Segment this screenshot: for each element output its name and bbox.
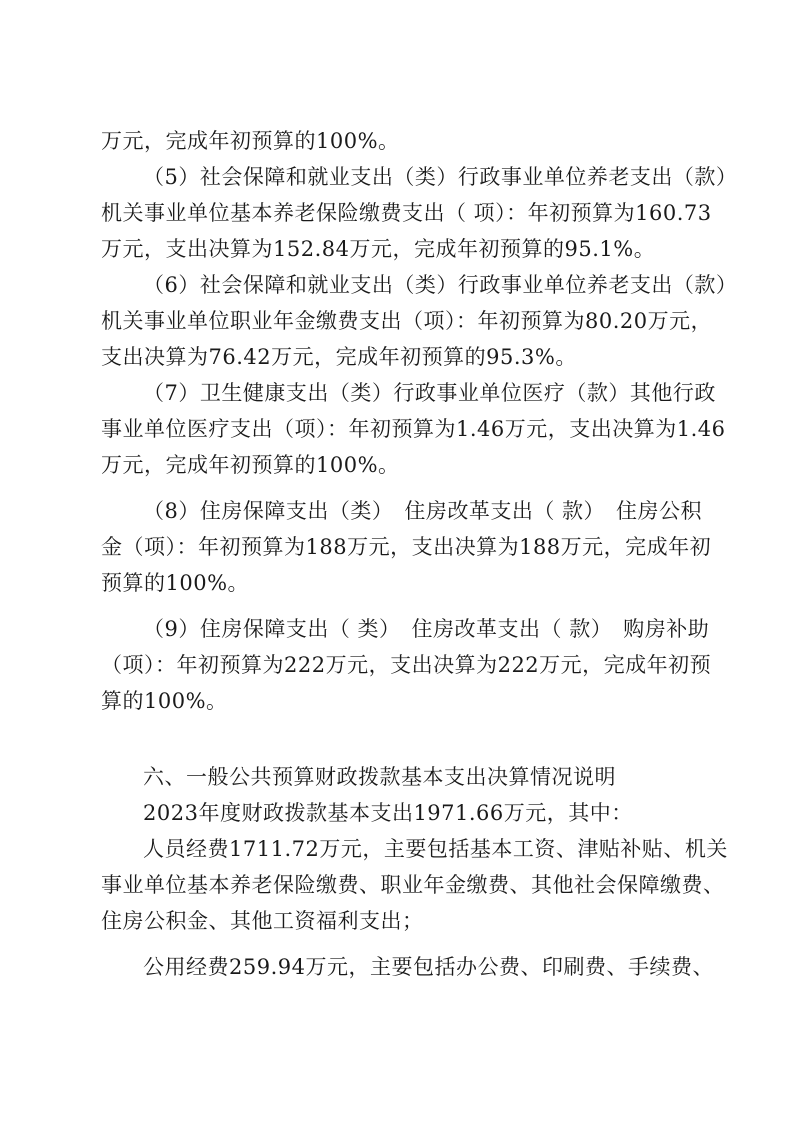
text-line: 金（项）：年初预算为188万元，支出决算为188万元，完成年初	[101, 535, 712, 559]
text-line: 支出决算为76.42万元，完成年初预算的95.3%。	[101, 345, 577, 369]
text-line: （5）社会保障和就业支出（类）行政事业单位养老支出（款）	[143, 165, 738, 189]
text-line: （6）社会保障和就业支出（类）行政事业单位养老支出（款）	[143, 273, 738, 297]
text-line: （7）卫生健康支出（类）行政事业单位医疗（款）其他行政	[143, 381, 716, 405]
text-line: 2023年度财政拨款基本支出1971.66万元，其中：	[143, 801, 633, 825]
text-line: （项）：年初预算为222万元，支出决算为222万元，完成年初预	[101, 653, 712, 677]
text-line: 算的100%。	[101, 689, 228, 713]
text-line: 机关事业单位职业年金缴费支出（项）：年初预算为80.20万元，	[101, 309, 713, 333]
text-line: 万元，支出决算为152.84万元，完成年初预算的95.1%。	[101, 237, 656, 261]
text-line: 事业单位医疗支出（项）：年初预算为1.46万元，支出决算为1.46	[101, 417, 726, 441]
text-line: 预算的100%。	[101, 571, 250, 595]
text-line: 万元，完成年初预算的100%。	[101, 129, 400, 153]
section-heading: 六、一般公共预算财政拨款基本支出决算情况说明	[143, 765, 616, 789]
text-line: 机关事业单位基本养老保险缴费支出（ 项）：年初预算为160.73	[101, 201, 712, 225]
text-line: 事业单位基本养老保险缴费、职业年金缴费、其他社会保障缴费、	[101, 873, 725, 897]
text-line: （9）住房保障支出（ 类） 住房改革支出（ 款） 购房补助	[143, 617, 710, 641]
text-line: （8）住房保障支出（类） 住房改革支出（ 款） 住房公积	[143, 499, 703, 523]
text-line: 公用经费259.94万元，主要包括办公费、印刷费、手续费、	[143, 955, 714, 979]
text-line: 万元，完成年初预算的100%。	[101, 453, 400, 477]
text-line: 人员经费1711.72万元，主要包括基本工资、津贴补贴、机关	[143, 837, 728, 861]
text-line: 住房公积金、其他工资福利支出；	[101, 909, 424, 933]
